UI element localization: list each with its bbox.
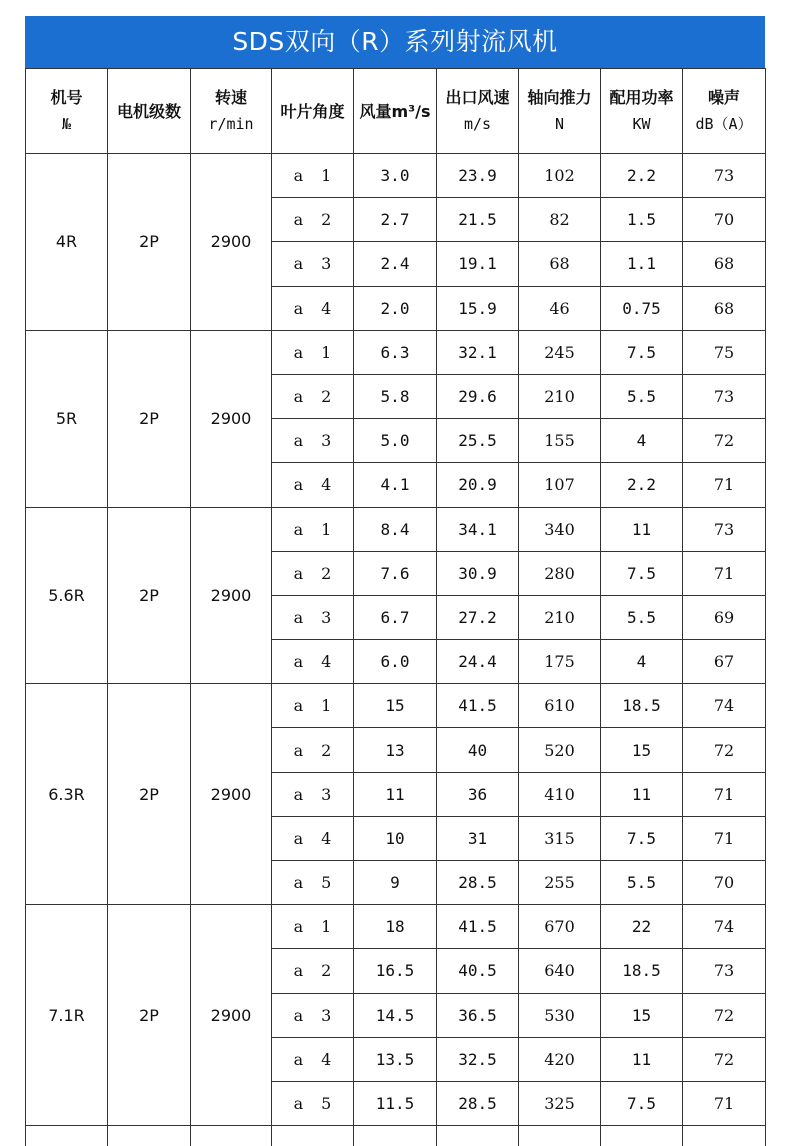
header-air-flow: 风量m³/s (354, 69, 437, 154)
power-cell: 11 (601, 507, 683, 551)
blade-angle-cell (272, 419, 354, 463)
blade-angle-symbol: a (294, 1094, 304, 1113)
blade-angle-cell (272, 507, 354, 551)
power-cell: 15 (601, 728, 683, 772)
blade-angle-symbol: a (294, 917, 304, 936)
blade-angle-index: 4 (321, 299, 331, 318)
blade-angle-cell (272, 728, 354, 772)
blade-angle-cell (272, 816, 354, 860)
table-row (26, 154, 766, 198)
blade-angle-symbol: a (294, 829, 304, 848)
axial-thrust-cell: 410 (519, 772, 601, 816)
noise-cell: 68 (683, 242, 766, 286)
blade-angle-symbol: a (294, 431, 304, 450)
model-cell: 5.6R (26, 507, 108, 684)
blade-angle-cell (272, 551, 354, 595)
noise-cell: 71 (683, 772, 766, 816)
noise-cell: 75 (683, 330, 766, 374)
axial-thrust-cell: 82 (519, 198, 601, 242)
noise-cell: 71 (683, 463, 766, 507)
header-axial-thrust: 轴向推力 N (519, 69, 601, 154)
noise-cell: 73 (683, 374, 766, 418)
blade-angle-symbol: a (294, 166, 304, 185)
noise-cell: 73 (683, 507, 766, 551)
outlet-velocity-cell: 20.9 (437, 463, 519, 507)
noise-cell: 71 (683, 551, 766, 595)
blade-angle-index: 4 (321, 1050, 331, 1069)
outlet-velocity-cell: 32.5 (437, 1037, 519, 1081)
blade-angle-cell (272, 1037, 354, 1081)
header-noise: 噪声 dB（A） (683, 69, 766, 154)
blade-angle-symbol: a (294, 696, 304, 715)
table-title: SDS双向（R）系列射流风机 (25, 16, 765, 68)
noise-cell: 71 (683, 816, 766, 860)
blade-angle-index: 2 (321, 961, 331, 980)
outlet-velocity-cell: 28.5 (437, 861, 519, 905)
air-flow-cell: 2.7 (354, 198, 437, 242)
axial-thrust-cell: 210 (519, 374, 601, 418)
outlet-velocity-cell: 28.5 (437, 1081, 519, 1125)
blade-angle-cell (272, 463, 354, 507)
outlet-velocity-cell: 32.1 (437, 330, 519, 374)
power-cell: 15 (601, 993, 683, 1037)
blade-angle-cell (272, 154, 354, 198)
blade-angle-symbol: a (294, 1006, 304, 1025)
blade-angle-index: 3 (321, 254, 331, 273)
axial-thrust-cell: 315 (519, 816, 601, 860)
power-cell: 2.2 (601, 463, 683, 507)
air-flow-cell: 7.6 (354, 551, 437, 595)
air-flow-cell: 2.0 (354, 286, 437, 330)
blade-angle-cell (272, 374, 354, 418)
power-cell: 4 (601, 640, 683, 684)
blade-angle-symbol: a (294, 254, 304, 273)
outlet-velocity-cell: 31 (437, 816, 519, 860)
noise-cell: 74 (683, 905, 766, 949)
header-power: 配用功率 KW (601, 69, 683, 154)
power-cell: 1.5 (601, 198, 683, 242)
header-model: 机号 № (26, 69, 108, 154)
noise-cell: 68 (683, 286, 766, 330)
table-row (26, 684, 766, 728)
outlet-velocity-cell: 30.9 (437, 551, 519, 595)
outlet-velocity-cell: 36.5 (437, 993, 519, 1037)
noise-cell: 72 (683, 993, 766, 1037)
power-cell: 4 (601, 419, 683, 463)
blade-angle-index: 5 (321, 1094, 331, 1113)
speed-cell: 2900 (191, 684, 272, 905)
header-row (26, 69, 766, 154)
outlet-velocity-cell: 27.2 (437, 595, 519, 639)
speed-cell: 2900 (191, 507, 272, 684)
blade-angle-symbol: a (294, 210, 304, 229)
blade-angle-cell (272, 595, 354, 639)
motor-poles-cell: 2P (108, 684, 191, 905)
blade-angle-cell (272, 684, 354, 728)
outlet-velocity-cell: 15.9 (437, 286, 519, 330)
outlet-velocity-cell: 29.6 (437, 374, 519, 418)
model-cell: 7.1R (26, 905, 108, 1126)
axial-thrust-cell: 255 (519, 861, 601, 905)
power-cell: 1.1 (601, 242, 683, 286)
axial-thrust-cell: 530 (519, 993, 601, 1037)
power-cell: 5.5 (601, 595, 683, 639)
blade-angle-cell (272, 330, 354, 374)
axial-thrust-cell: 640 (519, 949, 601, 993)
air-flow-cell: 15 (354, 684, 437, 728)
table-row (26, 507, 766, 551)
motor-poles-cell: 2P (108, 507, 191, 684)
outlet-velocity-cell: 40.5 (437, 949, 519, 993)
blade-angle-symbol: a (294, 564, 304, 583)
axial-thrust-cell: 340 (519, 507, 601, 551)
axial-thrust-cell: 610 (519, 684, 601, 728)
blade-angle-index: 3 (321, 785, 331, 804)
motor-poles-cell: 2P (108, 330, 191, 507)
power-cell: 18.5 (601, 684, 683, 728)
air-flow-cell: 10 (354, 816, 437, 860)
outlet-velocity-cell: 34.1 (437, 507, 519, 551)
blade-angle-index: 3 (321, 1006, 331, 1025)
blade-angle-index: 1 (321, 166, 331, 185)
axial-thrust-cell: 68 (519, 242, 601, 286)
blade-angle-cell (272, 949, 354, 993)
air-flow-cell: 9 (354, 861, 437, 905)
blade-angle-cell (272, 1081, 354, 1125)
blade-angle-index: 1 (321, 917, 331, 936)
air-flow-cell: 11 (354, 772, 437, 816)
noise-cell: 73 (683, 949, 766, 993)
motor-poles-cell: 2P (108, 154, 191, 331)
power-cell: 18.5 (601, 949, 683, 993)
header-blade-angle: 叶片角度 (272, 69, 354, 154)
blade-angle-cell (272, 861, 354, 905)
power-cell: 0.75 (601, 286, 683, 330)
power-cell: 7.5 (601, 816, 683, 860)
speed-cell: 2900 (191, 905, 272, 1126)
blade-angle-symbol: a (294, 873, 304, 892)
power-cell: 22 (601, 905, 683, 949)
noise-cell: 67 (683, 640, 766, 684)
power-cell: 7.5 (601, 1081, 683, 1125)
outlet-velocity-cell: 41.5 (437, 684, 519, 728)
outlet-velocity-cell: 19.1 (437, 242, 519, 286)
blade-angle-index: 3 (321, 608, 331, 627)
axial-thrust-cell: 520 (519, 728, 601, 772)
power-cell: 11 (601, 772, 683, 816)
air-flow-cell: 16.5 (354, 949, 437, 993)
air-flow-cell: 11.5 (354, 1081, 437, 1125)
speed-cell: 2900 (191, 154, 272, 331)
outlet-velocity-cell: 25.5 (437, 419, 519, 463)
model-cell: 5R (26, 330, 108, 507)
blade-angle-symbol: a (294, 652, 304, 671)
power-cell: 7.5 (601, 330, 683, 374)
axial-thrust-cell: 107 (519, 463, 601, 507)
power-cell: 7.5 (601, 551, 683, 595)
air-flow-cell: 13 (354, 728, 437, 772)
table-body (26, 154, 766, 1146)
air-flow-cell: 6.7 (354, 595, 437, 639)
air-flow-cell: 4.1 (354, 463, 437, 507)
blade-angle-cell (272, 286, 354, 330)
axial-thrust-cell: 245 (519, 330, 601, 374)
air-flow-cell: 6.0 (354, 640, 437, 684)
blade-angle-symbol: a (294, 1050, 304, 1069)
model-cell: 4R (26, 154, 108, 331)
blade-angle-cell (272, 640, 354, 684)
blade-angle-index: 5 (321, 873, 331, 892)
outlet-velocity-cell: 40 (437, 728, 519, 772)
outlet-velocity-cell: 36 (437, 772, 519, 816)
model-cell: 6.3R (26, 684, 108, 905)
noise-cell: 72 (683, 419, 766, 463)
blade-angle-symbol: a (294, 520, 304, 539)
air-flow-cell: 5.8 (354, 374, 437, 418)
blade-angle-index: 4 (321, 652, 331, 671)
blade-angle-index: 1 (321, 696, 331, 715)
axial-thrust-cell: 325 (519, 1081, 601, 1125)
blade-angle-index: 2 (321, 210, 331, 229)
air-flow-cell: 14.5 (354, 993, 437, 1037)
outlet-velocity-cell: 23.9 (437, 154, 519, 198)
blade-angle-index: 4 (321, 829, 331, 848)
spec-sheet (25, 16, 765, 1146)
fan-spec-table (25, 68, 766, 1146)
header-motor-poles: 电机级数 (108, 69, 191, 154)
blade-angle-cell (272, 905, 354, 949)
blade-angle-symbol: a (294, 387, 304, 406)
power-cell: 5.5 (601, 861, 683, 905)
air-flow-cell: 18 (354, 905, 437, 949)
axial-thrust-cell: 102 (519, 154, 601, 198)
blade-angle-symbol: a (294, 299, 304, 318)
air-flow-cell: 6.3 (354, 330, 437, 374)
noise-cell: 71 (683, 1081, 766, 1125)
noise-cell: 74 (683, 684, 766, 728)
blade-angle-symbol: a (294, 785, 304, 804)
air-flow-cell: 5.0 (354, 419, 437, 463)
blade-angle-symbol: a (294, 608, 304, 627)
header-outlet-velocity: 出口风速 m/s (437, 69, 519, 154)
outlet-velocity-cell: 24.4 (437, 640, 519, 684)
outlet-velocity-cell: 21.5 (437, 198, 519, 242)
axial-thrust-cell: 210 (519, 595, 601, 639)
blade-angle-index: 2 (321, 741, 331, 760)
blade-angle-cell (272, 198, 354, 242)
blade-angle-symbol: a (294, 475, 304, 494)
blade-angle-cell (272, 772, 354, 816)
axial-thrust-cell: 175 (519, 640, 601, 684)
air-flow-cell: 8.4 (354, 507, 437, 551)
blade-angle-index: 4 (321, 475, 331, 494)
blade-angle-symbol: a (294, 741, 304, 760)
blade-angle-symbol: a (294, 343, 304, 362)
noise-cell: 70 (683, 861, 766, 905)
header-speed: 转速 r/min (191, 69, 272, 154)
power-cell: 2.2 (601, 154, 683, 198)
noise-cell: 73 (683, 154, 766, 198)
air-flow-cell: 2.4 (354, 242, 437, 286)
motor-poles-cell: 2P (108, 905, 191, 1126)
axial-thrust-cell: 670 (519, 905, 601, 949)
air-flow-cell: 3.0 (354, 154, 437, 198)
power-cell: 5.5 (601, 374, 683, 418)
power-cell: 11 (601, 1037, 683, 1081)
blade-angle-index: 1 (321, 520, 331, 539)
air-flow-cell: 13.5 (354, 1037, 437, 1081)
speed-cell: 2900 (191, 330, 272, 507)
blade-angle-symbol: a (294, 961, 304, 980)
outlet-velocity-cell: 41.5 (437, 905, 519, 949)
axial-thrust-cell: 46 (519, 286, 601, 330)
noise-cell: 72 (683, 1037, 766, 1081)
table-row (26, 905, 766, 949)
blade-angle-index: 2 (321, 564, 331, 583)
noise-cell: 69 (683, 595, 766, 639)
blade-angle-index: 1 (321, 343, 331, 362)
table-row (26, 330, 766, 374)
noise-cell: 72 (683, 728, 766, 772)
axial-thrust-cell: 155 (519, 419, 601, 463)
blade-angle-index: 2 (321, 387, 331, 406)
axial-thrust-cell: 280 (519, 551, 601, 595)
noise-cell: 70 (683, 198, 766, 242)
blade-angle-cell (272, 242, 354, 286)
blade-angle-index: 3 (321, 431, 331, 450)
axial-thrust-cell: 420 (519, 1037, 601, 1081)
blade-angle-cell (272, 993, 354, 1037)
